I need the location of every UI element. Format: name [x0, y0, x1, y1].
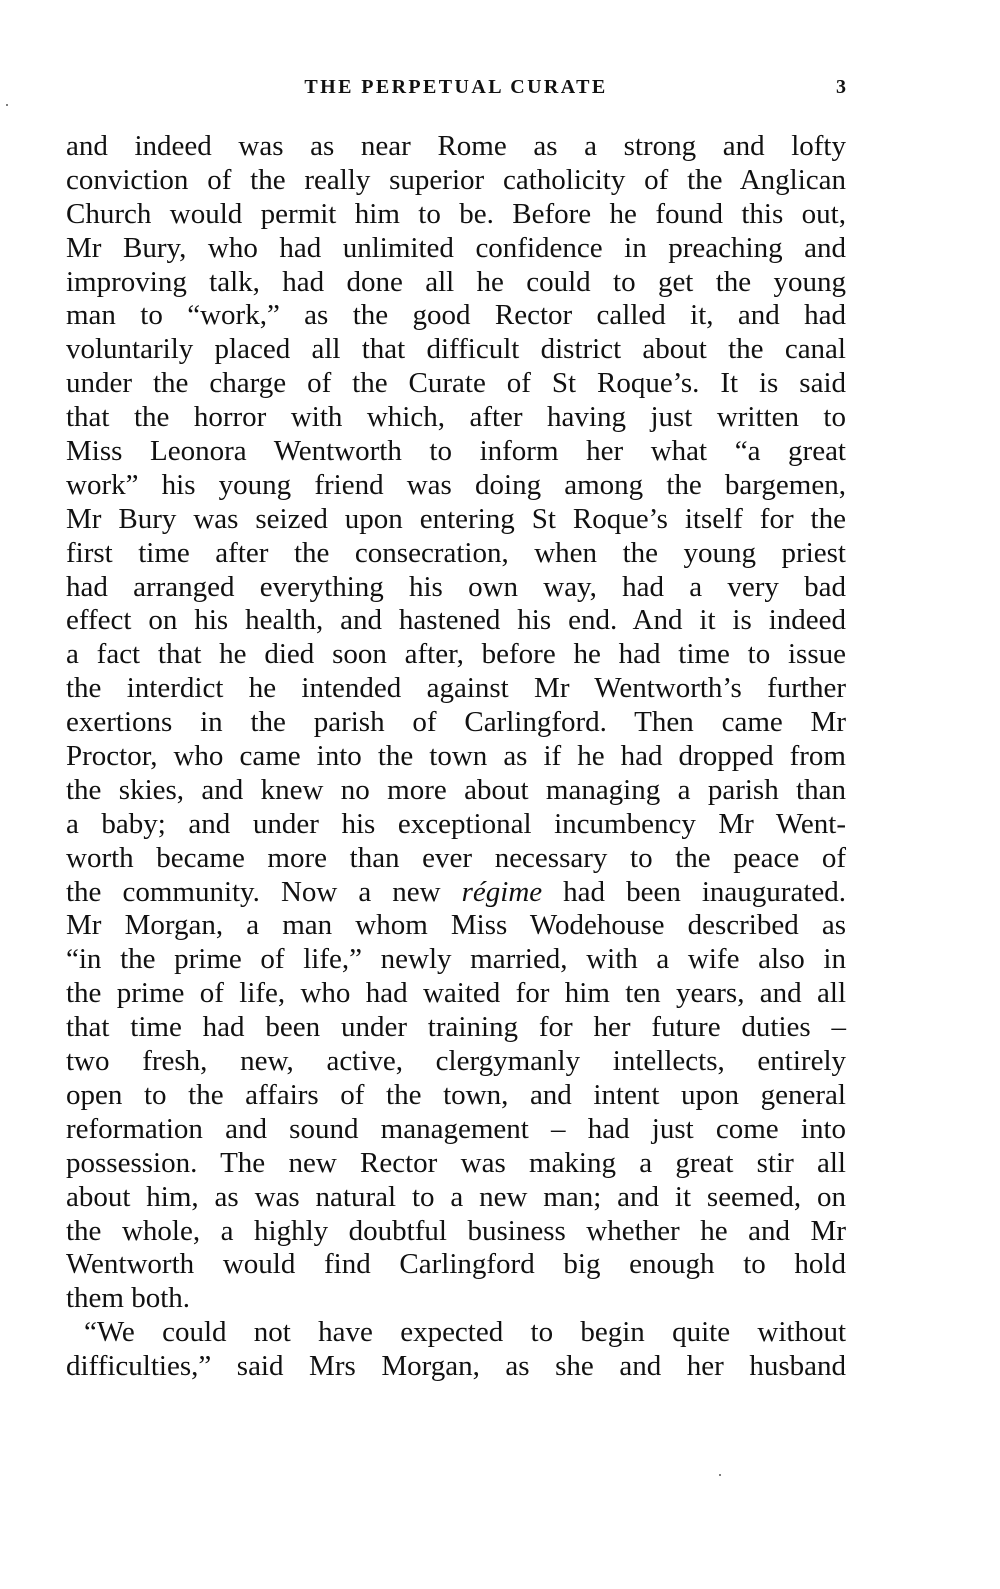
text-line: that time had been under training for her future duties –: [66, 1011, 846, 1044]
text-line: the whole, a highly doubtful business whether he and Mr: [66, 1214, 846, 1247]
scan-speck: [719, 1474, 721, 1476]
text-line: improving talk, had done all he could to get the young: [66, 265, 846, 298]
text-line: a baby; and under his exceptional incumbency Mr Went-: [66, 807, 846, 840]
scan-speck: [6, 104, 8, 106]
text-line: Mr Bury, who had unlimited confidence in preaching and: [66, 231, 846, 264]
text-line: the prime of life, who had waited for him ten years, and all: [66, 977, 846, 1010]
text-line: man to “work,” as the good Rector called it, and had: [66, 299, 846, 332]
text-line: work” his young friend was doing among the bargemen,: [66, 468, 846, 501]
text-line: exertions in the parish of Carlingford. Then came Mr: [66, 706, 846, 739]
text-line: the interdict he intended against Mr Wentworth’s further: [66, 672, 846, 705]
text-line: open to the affairs of the town, and intent upon general: [66, 1078, 846, 1111]
text-line: under the charge of the Curate of St Roque’s. It is said: [66, 367, 846, 400]
text-line: reformation and sound management – had just come into: [66, 1112, 846, 1145]
text-line: had arranged everything his own way, had a very bad: [66, 570, 846, 603]
text-line: about him, as was natural to a new man; and it seemed, on: [66, 1180, 846, 1213]
text-line: worth became more than ever necessary to the peace of: [66, 841, 846, 874]
text-run: had been inaugurated.: [542, 875, 846, 908]
text-line: Proctor, who came into the town as if he had dropped from: [66, 740, 846, 773]
text-line: Mr Morgan, a man whom Miss Wodehouse described as: [66, 909, 846, 942]
text-line: first time after the consecration, when the young priest: [66, 536, 846, 569]
text-line: Wentworth would find Carlingford big enough to hold: [66, 1248, 846, 1281]
text-line: possession. The new Rector was making a great stir all: [66, 1146, 846, 1179]
text-line: Church would permit him to be. Before he found this out,: [66, 197, 846, 230]
text-line: voluntarily placed all that difficult district about the canal: [66, 333, 846, 366]
text-line: and indeed was as near Rome as a strong and lofty: [66, 130, 846, 162]
body-text: [66, 130, 846, 1384]
text-line-with-italic: [66, 876, 846, 910]
text-line: the skies, and knew no more about managing a parish than: [66, 773, 846, 806]
text-run: the community. Now a new: [66, 875, 462, 908]
text-line: Mr Bury was seized upon entering St Roque’s itself for the: [66, 502, 846, 535]
running-title: THE PERPETUAL CURATE: [304, 76, 608, 98]
text-line: two fresh, new, active, clergymanly intellects, entirely: [66, 1045, 846, 1078]
italic-word: régime: [461, 875, 543, 908]
text-line: “in the prime of life,” newly married, with a wife also in: [66, 943, 846, 976]
text-line: that the horror with which, after having just written to: [66, 401, 846, 434]
page-number: 3: [836, 76, 846, 98]
text-line: a fact that he died soon after, before he had time to issue: [66, 638, 846, 671]
running-head: [66, 76, 846, 106]
paragraph-end-line: them both.: [66, 1282, 191, 1315]
paragraph-start-line: “We could not have expected to begin quite without: [84, 1316, 846, 1349]
text-line: conviction of the really superior catholicity of the Anglican: [66, 163, 846, 196]
text-line: effect on his health, and hastened his end. And it is indeed: [66, 604, 846, 637]
text-line: Miss Leonora Wentworth to inform her what “a great: [66, 435, 846, 468]
text-line: difficulties,” said Mrs Morgan, as she and her husband: [66, 1350, 846, 1383]
